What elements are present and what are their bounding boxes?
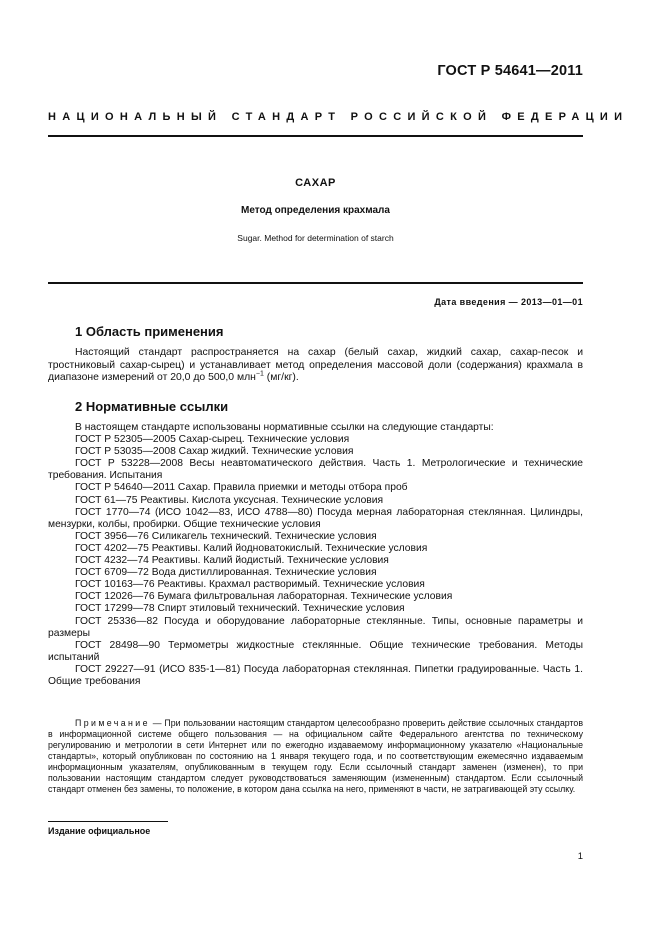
document-title: САХАР xyxy=(295,177,336,189)
note-block xyxy=(48,718,583,795)
english-title: Sugar. Method for determination of starch xyxy=(237,233,394,243)
reference-item: ГОСТ 29227—91 (ИСО 835-1—81) Посуда лабораторная стеклянная. Пипетки градуированные. Часть 1. Общие требования xyxy=(48,663,583,687)
reference-item: ГОСТ 6709—72 Вода дистиллированная. Технические условия xyxy=(75,567,377,579)
gost-code: ГОСТ Р 54641—2011 xyxy=(437,63,583,79)
reference-item: ГОСТ 28498—90 Термометры жидкостные стеклянные. Общие технические требования. Методы испытаний xyxy=(48,639,583,663)
reference-item: ГОСТ 17299—78 Спирт этиловый технический. Технические условия xyxy=(75,603,405,615)
edition-label: Издание официальное xyxy=(48,826,151,836)
national-standard-banner: НАЦИОНАЛЬНЫЙ СТАНДАРТ РОССИЙСКОЙ ФЕДЕРАЦИИ xyxy=(48,111,629,123)
reference-item: ГОСТ Р 53035—2008 Сахар жидкий. Технические условия xyxy=(75,446,354,458)
note-label: Примечание xyxy=(75,718,150,728)
page-number: 1 xyxy=(577,851,583,862)
reference-item: ГОСТ 3956—76 Силикагель технический. Технические условия xyxy=(75,530,377,542)
section-1-text-end: (мг/кг). xyxy=(263,372,299,384)
document-subtitle: Метод определения крахмала xyxy=(241,205,390,216)
reference-item: ГОСТ 25336—82 Посуда и оборудование лабораторные стеклянные. Типы, основные параметры и размеры xyxy=(48,615,583,639)
intro-date: Дата введения — 2013—01—01 xyxy=(434,297,583,307)
title-divider xyxy=(48,282,583,284)
note-text: — При пользовании настоящим стандартом целесообразно проверить действие ссылочных стандартов в информационной системе общего пользования — на официальном сайте Федерального агентства по техническому регулированию и метрологии в сети Интернет или по ежегодно издаваемому информационному указателю «Национальные стандарты», который опубликован по состоянию на 1 января текущего года, и по соответствующим ежемесячно издаваемым информационным указателям, опубликованным в текущем году. Если ссылочный стандарт заменен (изменен), то при пользовании настоящим стандартом следует руководствоваться заменяющим (измененным) стандартом. Если ссылочный стандарт отменен без замены, то положение, в котором дана ссылка на него, применяют в части, не затрагивающей эту ссылку. xyxy=(48,718,583,794)
reference-item: ГОСТ 4232—74 Реактивы. Калий йодистый. Технические условия xyxy=(75,555,389,567)
footer-divider xyxy=(48,821,168,822)
reference-item: ГОСТ Р 54640—2011 Сахар. Правила приемки и методы отбора проб xyxy=(75,482,408,494)
normative-references xyxy=(48,422,583,688)
top-divider xyxy=(48,135,583,137)
section-1-text xyxy=(48,347,583,385)
reference-item: ГОСТ Р 52305—2005 Сахар-сырец. Технические условия xyxy=(75,434,350,446)
section-1-text-main: Настоящий стандарт распространяется на сахар (белый сахар, жидкий сахар, сахар-песок и тростниковый сахар-сырец) и устанавливает метод определения массовой доли (содержания) крахмала в диапазоне измерений от 20,0 до 500,0 млн xyxy=(48,347,583,384)
reference-item: ГОСТ Р 53228—2008 Весы неавтоматического действия. Часть 1. Метрологические и технические требования. Испытания xyxy=(48,458,583,482)
reference-item: ГОСТ 1770—74 (ИСО 1042—83, ИСО 4788—80) Посуда мерная лабораторная стеклянная. Цилиндры, мензурки, колбы, пробирки. Общие технические условия xyxy=(48,506,583,530)
reference-item: ГОСТ 10163—76 Реактивы. Крахмал растворимый. Технические условия xyxy=(75,579,425,591)
reference-item: ГОСТ 61—75 Реактивы. Кислота уксусная. Технические условия xyxy=(75,494,384,506)
reference-item: ГОСТ 12026—76 Бумага фильтровальная лабораторная. Технические условия xyxy=(75,591,453,603)
section-1-heading: 1 Область применения xyxy=(75,324,224,339)
unit-superscript: −1 xyxy=(255,370,264,378)
reference-item: ГОСТ 4202—75 Реактивы. Калий йодноватокислый. Технические условия xyxy=(75,542,428,554)
section-2-heading: 2 Нормативные ссылки xyxy=(75,399,229,414)
references-intro: В настоящем стандарте использованы нормативные ссылки на следующие стандарты: xyxy=(75,422,494,433)
